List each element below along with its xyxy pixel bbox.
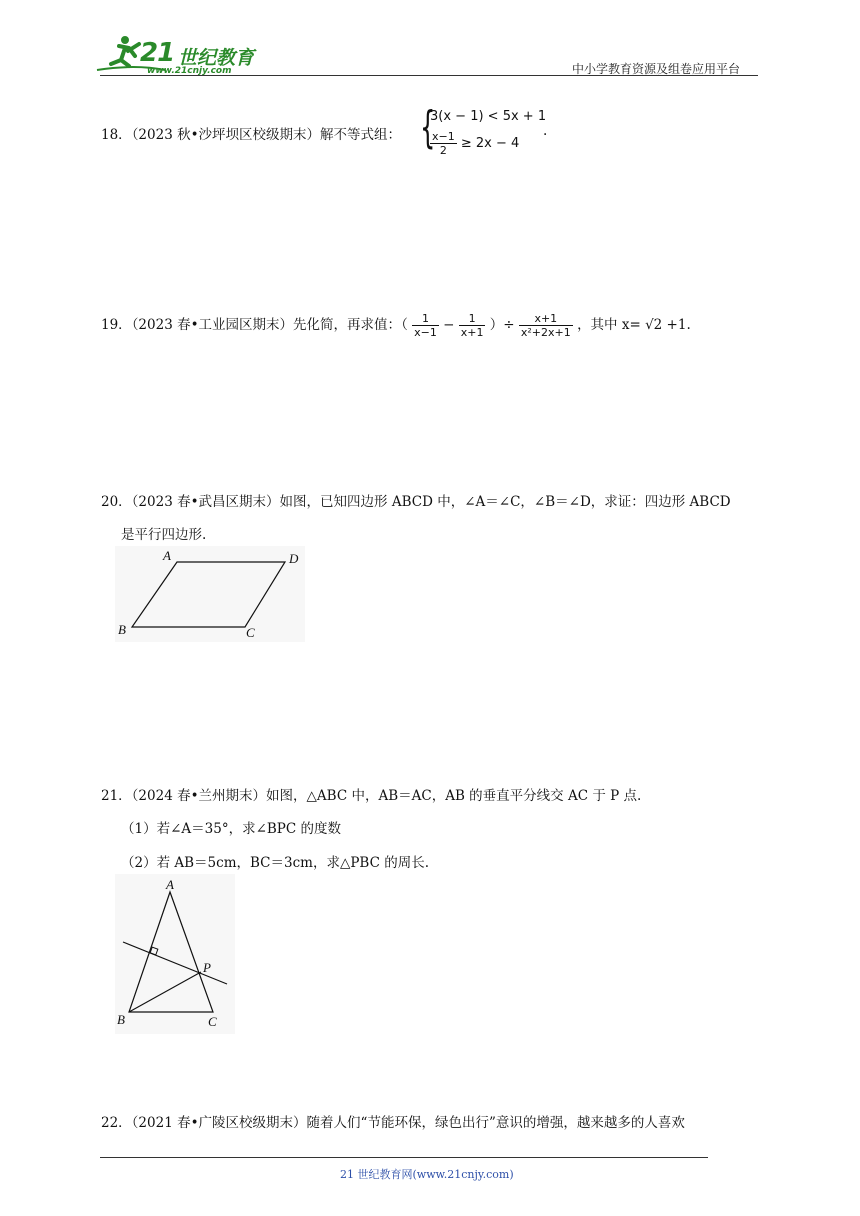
- platform-title: 中小学教育资源及组卷应用平台: [572, 62, 741, 76]
- label-D: D: [289, 551, 299, 566]
- q18-equation-2: [430, 130, 519, 157]
- label-A: A: [163, 548, 171, 563]
- q18-equation-1: 3(x − 1) < 5x + 1: [430, 109, 547, 124]
- q18-number: 18．: [101, 127, 132, 143]
- q19-f2-den: x+1: [460, 326, 484, 339]
- q19-tail: ，其中 x= √2 +1.: [577, 317, 691, 333]
- q19-f2-num: 1: [459, 312, 486, 326]
- q19-fraction-3: [519, 312, 573, 339]
- q19-source: （2023 春•工业园区期末）先化简，再求值：: [131, 317, 402, 333]
- q19-minus: −: [443, 317, 455, 333]
- question-19: [101, 312, 691, 339]
- q19-fraction-1: [412, 312, 439, 339]
- label-A: A: [166, 877, 174, 892]
- label-P: P: [203, 960, 211, 975]
- q18-source: （2023 秋•沙坪坝区校级期末）解不等式组：: [131, 127, 402, 143]
- q18-end: .: [543, 123, 548, 139]
- label-B: B: [118, 622, 126, 637]
- header-divider: [100, 75, 758, 76]
- question-20-line-2: 是平行四边形.: [121, 527, 207, 543]
- q19-rparen-div: ）÷: [489, 317, 515, 333]
- label-C: C: [246, 625, 255, 640]
- footer-text: 21 世纪教育网(www.21cnjy.com): [340, 1168, 514, 1181]
- q18-eq2-rest: ≥ 2x − 4: [460, 136, 520, 151]
- q19-number: 19．: [101, 317, 132, 333]
- q19-f1-num: 1: [412, 312, 439, 326]
- logo-url: www.21cnjy.com: [147, 66, 232, 76]
- question-21-part-2: （2）若 AB＝5cm，BC＝3cm，求△PBC 的周长.: [121, 855, 430, 871]
- q19-f3-den: x²+2x+1: [520, 326, 571, 339]
- parallelogram-figure: [115, 546, 305, 642]
- q18-fraction: [430, 130, 457, 157]
- question-18: [101, 123, 401, 143]
- question-21-line-1: 21．（2024 春•兰州期末）如图，△ABC 中，AB＝AC，AB 的垂直平分线交 AC 于 P 点.: [101, 788, 642, 804]
- system-brace: {: [420, 102, 436, 153]
- triangle-figure: [115, 874, 235, 1034]
- q18-frac-den: 2: [439, 144, 447, 157]
- q19-f3-num: x+1: [519, 312, 573, 326]
- q19-lparen: （: [401, 317, 408, 333]
- question-21-part-1: （1）若∠A＝35°，求∠BPC 的度数: [121, 821, 342, 837]
- logo-text: 世纪教育: [178, 47, 255, 69]
- q19-f1-den: x−1: [414, 326, 437, 339]
- label-C: C: [208, 1014, 217, 1029]
- footer-divider: [100, 1157, 708, 1158]
- label-B: B: [117, 1012, 125, 1027]
- question-22-line-1: 22．（2021 春•广陵区校级期末）随着人们“节能环保，绿色出行”意识的增强，越来越多的人喜欢: [101, 1115, 685, 1131]
- q18-frac-num: x−1: [432, 130, 455, 143]
- q19-fraction-2: [459, 312, 486, 339]
- logo-number: 21: [140, 38, 175, 68]
- question-20-line-1: 20．（2023 春•武昌区期末）如图，已知四边形 ABCD 中，∠A＝∠C，∠B＝∠D，求证：四边形 ABCD: [101, 494, 731, 510]
